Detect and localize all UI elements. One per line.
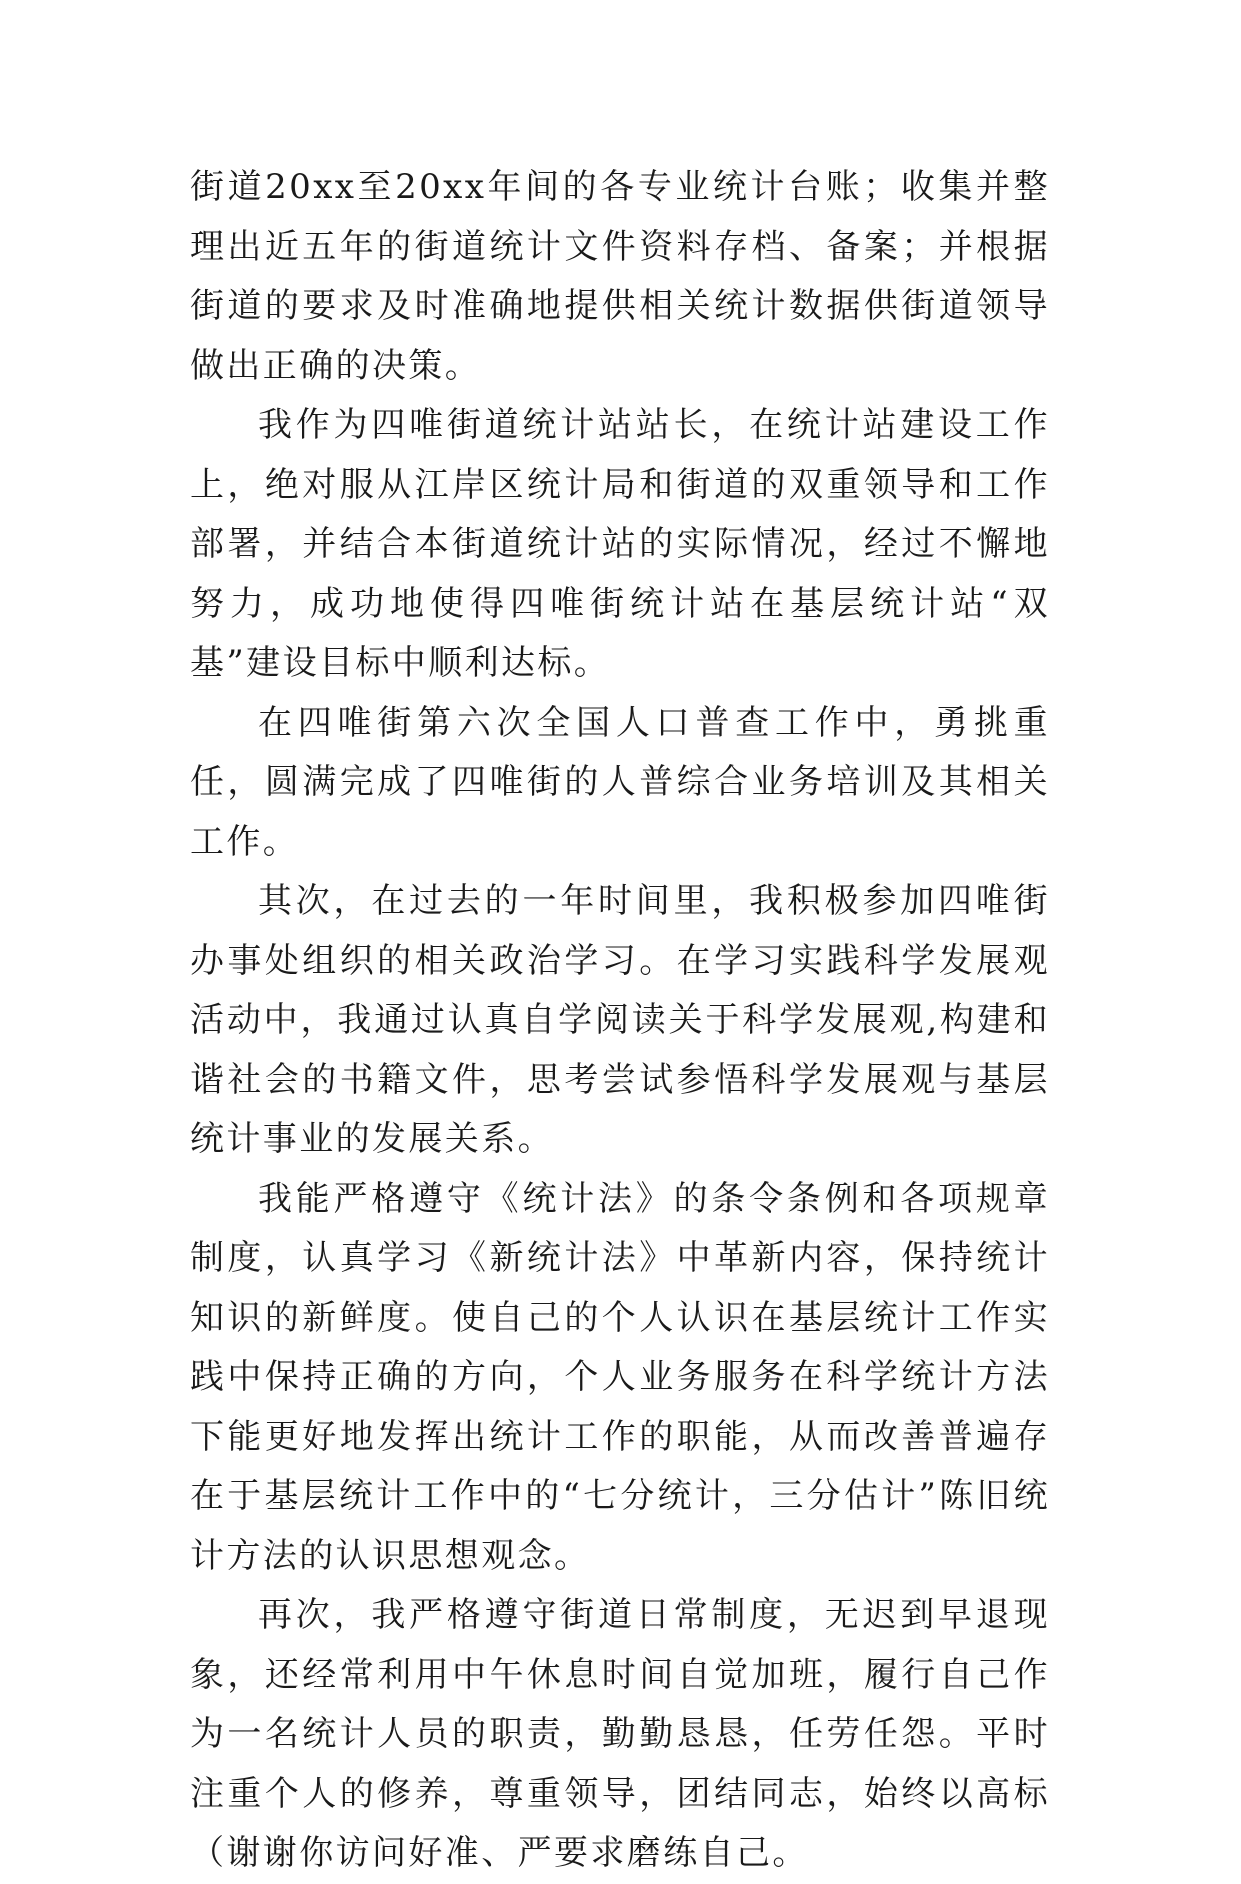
paragraph-6: 再次，我严格遵守街道日常制度，无迟到早退现象，还经常利用中午休息时间自觉加班，履行自己作为一名统计人员的职责，勤勤恳恳，任劳任怨。平时注重个人的修养，尊重领导，团结同志，始终以高标（谢谢你访问好准、严要求磨练自己。 [190, 1595, 1050, 1873]
paragraph-2: 我作为四唯街道统计站站长，在统计站建设工作上，绝对服从江岸区统计局和街道的双重领导和工作部署，并结合本街道统计站的实际情况，经过不懈地努力，成功地使得四唯街统计站在基层统计站“双基”建设目标中顺利达标。 [190, 405, 1050, 683]
paragraph-5: 我能严格遵守《统计法》的条令条例和各项规章制度，认真学习《新统计法》中革新内容，保持统计知识的新鲜度。使自己的个人认识在基层统计工作实践中保持正确的方向，个人业务服务在科学统计方法下能更好地发挥出统计工作的职能，从而改善普遍存在于基层统计工作中的“七分统计，三分估计”陈旧统计方法的认识思想观念。 [190, 1178, 1050, 1576]
paragraph-3: 在四唯街第六次全国人口普查工作中，勇挑重任，圆满完成了四唯街的人普综合业务培训及其相关工作。 [190, 702, 1050, 862]
paragraph-1: 街道20xx至20xx年间的各专业统计台账；收集并整理出近五年的街道统计文件资料存档、备案；并根据街道的要求及时准确地提供相关统计数据供街道领导做出正确的决策。 [190, 167, 1050, 386]
paragraph-4: 其次，在过去的一年时间里，我积极参加四唯街办事处组织的相关政治学习。在学习实践科学发展观活动中，我通过认真自学阅读关于科学发展观,构建和谐社会的书籍文件，思考尝试参悟科学发展观与基层统计事业的发展关系。 [190, 881, 1050, 1159]
document-body [190, 158, 1050, 1884]
